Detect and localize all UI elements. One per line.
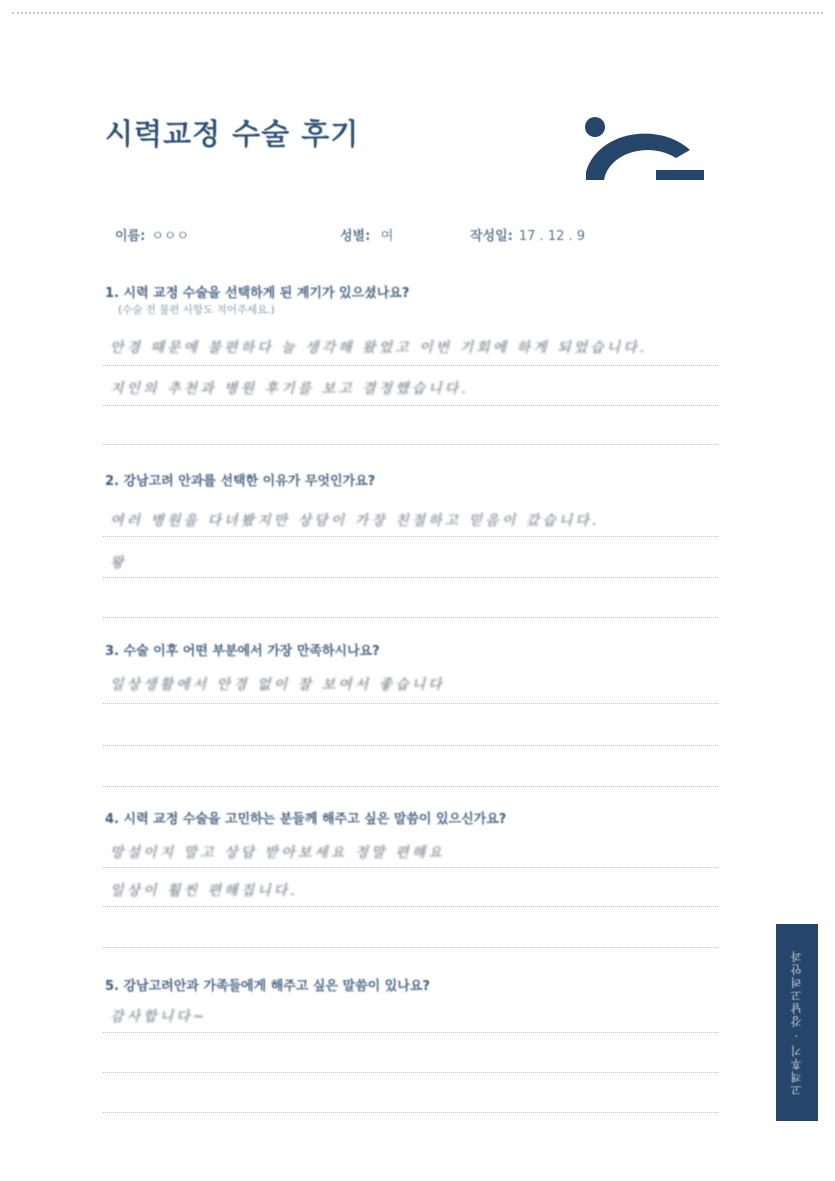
question-1-note: (수술 전 불편 사항도 적어주세요.) — [118, 304, 275, 316]
question-1: 1. 시력 교정 수술을 선택하게 된 계기가 있으셨나요? — [105, 286, 410, 301]
gender-value: 여 — [380, 229, 394, 244]
name-label: 이름: — [115, 229, 146, 244]
answer-1-line-1: 안경 때문에 불편하다 늘 생각해 왔었고 이번 기회에 하게 되었습니다. — [110, 340, 648, 356]
date-field — [470, 225, 585, 244]
answer-rule — [103, 786, 718, 787]
answer-rule — [103, 703, 718, 704]
page-title: 시력교정 수술 후기 — [105, 117, 360, 151]
answer-5-line-1: 감사합니다~ — [110, 1009, 208, 1025]
answer-1-line-2: 지인의 추천과 병원 후기를 보고 결정했습니다. — [110, 381, 469, 397]
answer-rule — [103, 405, 718, 406]
answer-rule — [103, 867, 718, 868]
answer-4-line-2: 일상이 훨씬 편해집니다. — [110, 883, 298, 899]
answer-rule — [103, 1032, 718, 1033]
answer-rule — [103, 745, 718, 746]
gender-field — [340, 225, 393, 244]
answer-rule — [103, 365, 718, 366]
name-value: ㅇㅇㅇ — [151, 229, 190, 244]
question-3: 3. 수술 이후 어떤 부분에서 가장 만족하시나요? — [105, 644, 380, 659]
answer-rule — [103, 906, 718, 907]
answer-rule — [103, 617, 718, 618]
side-tab-label: 고객후기 · 강남고려안과 — [790, 949, 803, 1096]
answer-2-line-1: 여러 병원을 다녀봤지만 상담이 가장 친절하고 믿음이 갔습니다. — [110, 513, 600, 529]
answer-rule — [103, 444, 718, 445]
top-divider — [12, 12, 823, 14]
question-2: 2. 강남고려 안과를 선택한 이유가 무엇인가요? — [105, 474, 376, 489]
question-5: 5. 강남고려안과 가족들에게 해주고 싶은 말씀이 있나요? — [105, 979, 430, 994]
question-4: 4. 시력 교정 수술을 고민하는 분들께 해주고 싶은 말씀이 있으신가요? — [105, 812, 507, 827]
answer-rule — [103, 1072, 718, 1073]
answer-3-line-1: 일상생활에서 안경 없이 잘 보여서 좋습니다 — [110, 677, 445, 693]
answer-rule — [103, 1112, 718, 1113]
clinic-logo-icon — [578, 110, 708, 190]
answer-rule — [103, 947, 718, 948]
date-label: 작성일: — [470, 229, 513, 244]
answer-2-line-2: 왕 — [110, 555, 127, 571]
side-tab — [776, 924, 818, 1121]
name-field — [115, 225, 189, 244]
answer-rule — [103, 577, 718, 578]
gender-label: 성별: — [340, 229, 375, 244]
date-value: 17 . 12 . 9 — [518, 229, 586, 244]
answer-rule — [103, 536, 718, 537]
answer-4-line-1: 망설이지 말고 상담 받아보세요 정말 편해요 — [110, 845, 445, 861]
